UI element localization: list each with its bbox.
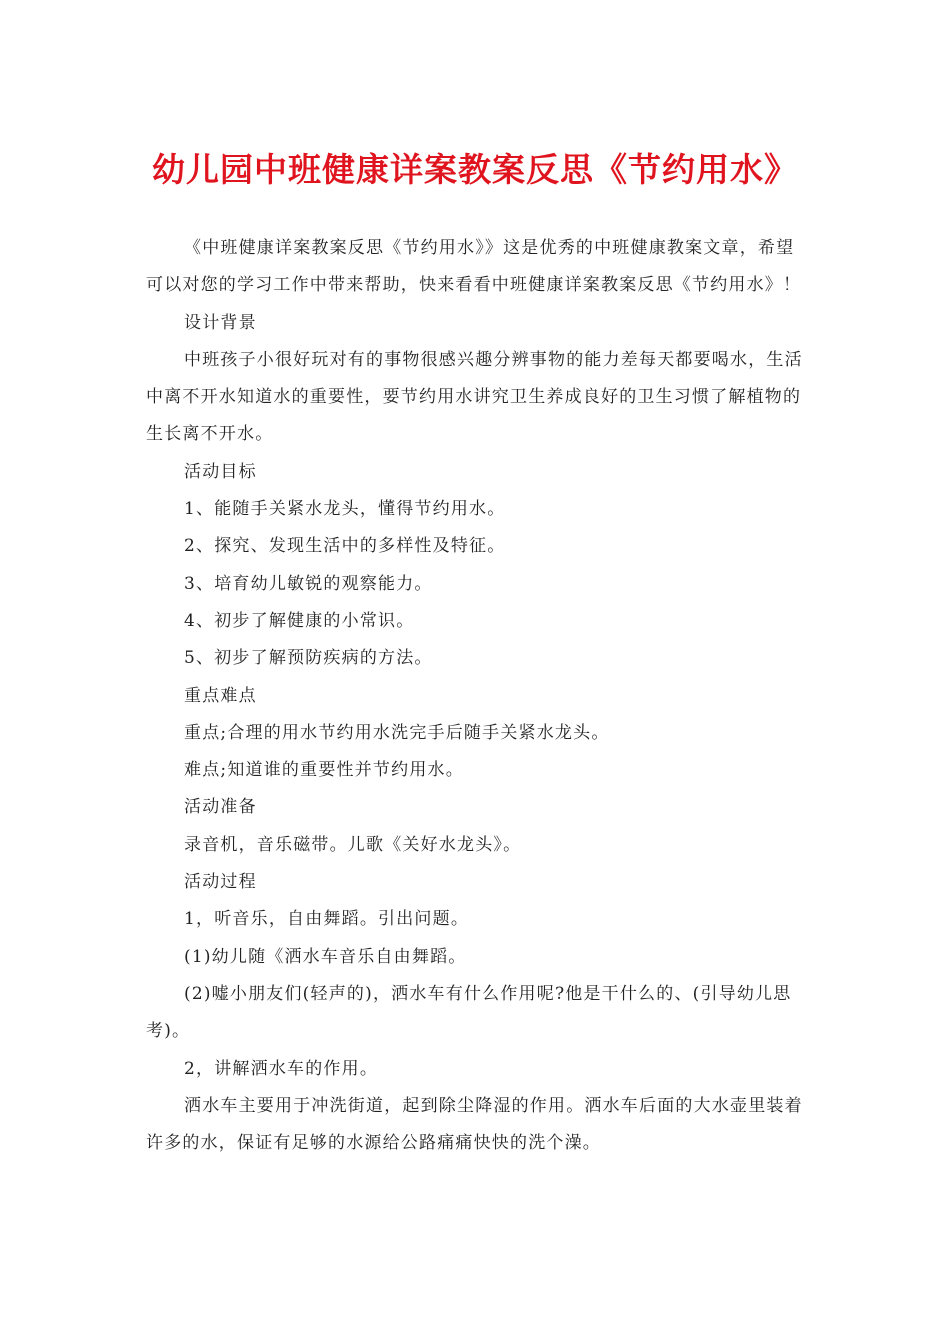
key-point-item: 重点;合理的用水节约用水洗完手后随手关紧水龙头。 bbox=[184, 722, 610, 743]
document-title: 幼儿园中班健康详案教案反思《节约用水》 bbox=[152, 150, 798, 189]
section-heading-background: 设计背景 bbox=[184, 312, 257, 333]
section-heading-key-points: 重点难点 bbox=[184, 685, 257, 706]
section-heading-preparation: 活动准备 bbox=[184, 797, 257, 818]
document-body bbox=[146, 230, 806, 1162]
process-substep: (2)嘘小朋友们(轻声的)，洒水车有什么作用呢?他是干什么的、(引导幼儿思考)。 bbox=[146, 983, 792, 1042]
intro-paragraph: 《中班健康详案教案反思《节约用水》》这是优秀的中班健康教案文章，希望可以对您的学习工作中带来帮助，快来看看中班健康详案教案反思《节约用水》！ bbox=[146, 238, 802, 296]
goal-item: 1、能随手关紧水龙头，懂得节约用水。 bbox=[184, 499, 506, 520]
background-paragraph: 中班孩子小很好玩对有的事物很感兴趣分辨事物的能力差每天都要喝水，生活中离不开水知道水的重要性，要节约用水讲究卫生养成良好的卫生习惯了解植物的生长离不开水。 bbox=[146, 349, 803, 445]
goal-item: 5、初步了解预防疾病的方法。 bbox=[184, 648, 433, 669]
goal-item: 3、培育幼儿敏锐的观察能力。 bbox=[184, 573, 433, 594]
goal-item: 4、初步了解健康的小常识。 bbox=[184, 610, 415, 631]
process-step: 2，讲解洒水车的作用。 bbox=[184, 1058, 379, 1079]
process-paragraph: 洒水车主要用于冲洗街道，起到除尘降湿的作用。洒水车后面的大水壶里装着许多的水，保证有足够的水源给公路痛痛快快的洗个澡。 bbox=[146, 1095, 803, 1154]
process-substep: (1)幼儿随《洒水车音乐自由舞蹈。 bbox=[184, 946, 467, 967]
goal-item: 2、探究、发现生活中的多样性及特征。 bbox=[184, 536, 506, 557]
preparation-paragraph: 录音机，音乐磁带。儿歌《关好水龙头》。 bbox=[184, 834, 522, 855]
process-step: 1，听音乐，自由舞蹈。引出问题。 bbox=[184, 909, 470, 930]
section-heading-goals: 活动目标 bbox=[184, 461, 257, 482]
difficulty-item: 难点;知道谁的重要性并节约用水。 bbox=[184, 760, 464, 781]
section-heading-process: 活动过程 bbox=[184, 872, 257, 893]
